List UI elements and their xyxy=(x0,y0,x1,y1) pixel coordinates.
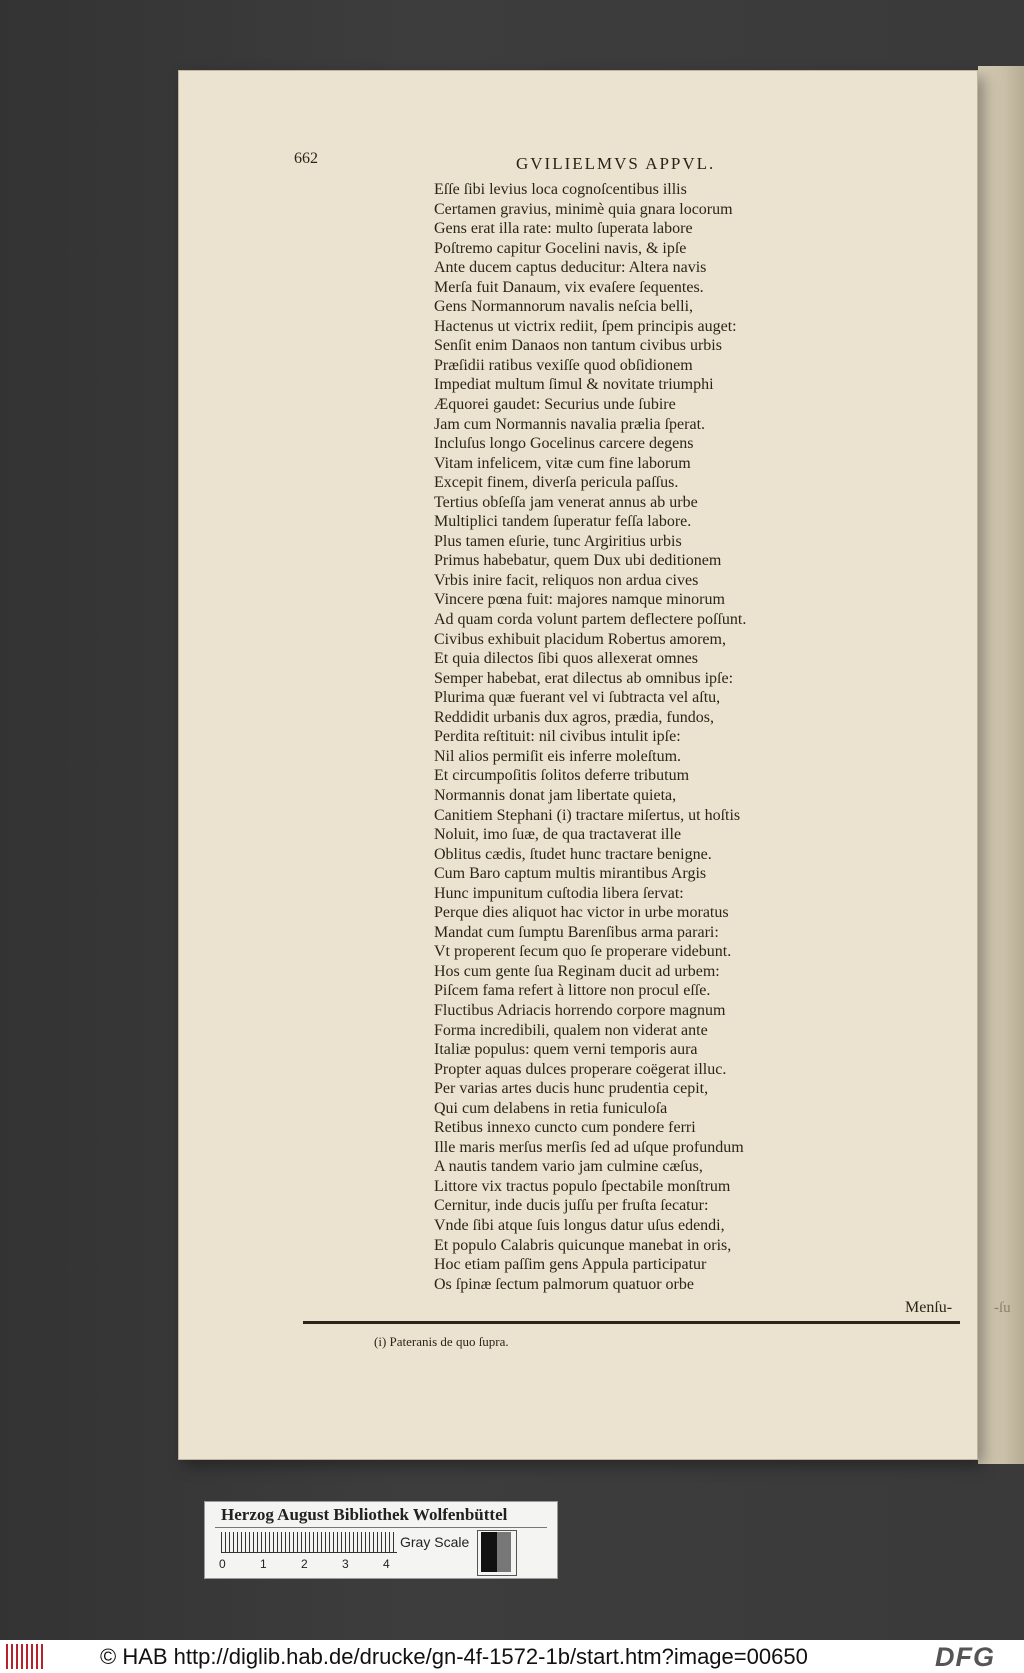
running-head: GVILIELMVS APPVL. xyxy=(516,154,716,173)
scale-tick-label: 1 xyxy=(260,1557,267,1571)
verse-line: Impediat multum ſimul & novitate triumphi xyxy=(434,376,714,394)
verse-line: Semper habebat, erat dilectus ab omnibus ipſe: xyxy=(434,669,734,687)
verse-line: Perdita reſtituit: nil civibus intulit ipſe: xyxy=(434,728,681,746)
verse-line: Propter aquas dulces properare coëgerat illuc. xyxy=(434,1060,727,1078)
gray-swatch-mid xyxy=(497,1532,511,1572)
scale-tick-label: 4 xyxy=(383,1557,390,1571)
verse-line: Ante ducem captus deducitur: Altera navis xyxy=(434,259,707,277)
page-number: 662 xyxy=(294,150,318,167)
verse-line: A nautis tandem vario jam culmine cæſus, xyxy=(434,1158,703,1176)
footer-bar xyxy=(0,1640,1024,1673)
verse-line: Gens erat illa rate: multo ſuperata labore xyxy=(434,220,693,238)
verse-line: Plus tamen eſurie, tunc Argiritius urbis xyxy=(434,532,682,550)
footnote: (i) Pateranis de quo ſupra. xyxy=(374,1334,509,1349)
verse-line: Vrbis inire facit, reliquos non ardua cives xyxy=(434,571,699,589)
verse-line: Vitam infelicem, vitæ cum fine laborum xyxy=(434,454,691,472)
verse-line: Excepit finem, diverſa pericula paſſus. xyxy=(434,474,679,492)
footnote-rule xyxy=(303,1321,960,1324)
verse-line: Tertius obſeſſa jam venerat annus ab urbe xyxy=(434,493,698,511)
verse-line: Incluſus longo Gocelinus carcere degens xyxy=(434,435,694,453)
scale-tick-label: 0 xyxy=(219,1557,226,1571)
catchword: Menſu- xyxy=(905,1299,953,1316)
verse-line: Vt properent ſecum quo ſe properare videbunt. xyxy=(434,943,732,961)
verse-line: Os ſpinæ ſectum palmorum quatuor orbe xyxy=(434,1275,694,1293)
verse-line: Eſſe ſibi levius loca cognoſcentibus illis xyxy=(434,181,687,198)
verse-line: Et circumpoſitis ſolitos deferre tributum xyxy=(434,767,690,785)
plate-divider xyxy=(215,1527,547,1528)
verse-line: Hactenus ut victrix rediit, ſpem principis auget: xyxy=(434,317,737,335)
verse-line: Et quia dilectos ſibi quos allexerat omnes xyxy=(434,650,698,668)
verse-line: Civibus exhibuit placidum Robertus amorem, xyxy=(434,630,726,648)
verse-line: Poſtremo capitur Gocelini navis, & ipſe xyxy=(434,239,687,257)
verse-line: Merſa fuit Danaum, vix evaſere ſequentes. xyxy=(434,278,704,296)
verse-line: Plurima quæ fuerant vel vi ſubtracta vel aſtu, xyxy=(434,689,721,707)
verse-line: Mandat cum ſumptu Barenſibus arma parari: xyxy=(434,923,719,941)
dfg-logo: DFG xyxy=(935,1642,995,1672)
verse-line: Gens Normannorum navalis neſcia belli, xyxy=(434,298,694,316)
verse-line: Hos cum gente ſua Reginam ducit ad urbem: xyxy=(434,962,720,980)
verse-line: Certamen gravius, minimè quia gnara locorum xyxy=(434,200,733,218)
verse-line: Fluctibus Adriacis horrendo corpore magnum xyxy=(434,1001,726,1019)
scale-tick-label: 3 xyxy=(342,1557,349,1571)
verse-line: Ille maris merſus merſis ſed ad uſque profundum xyxy=(434,1138,744,1156)
verse-line: Æquorei gaudet: Securius unde ſubire xyxy=(434,396,676,414)
hab-barcode-logo-icon xyxy=(6,1644,46,1669)
verse-line: Cernitur, inde ducis juſſu per fruſta ſecatur: xyxy=(434,1197,709,1215)
verse-line: Primus habebatur, quem Dux ubi deditionem xyxy=(434,552,722,570)
verse-line: Littore vix tractus populo ſpectabile monſtrum xyxy=(434,1177,731,1195)
verse-line: Italiæ populus: quem verni temporis aura xyxy=(434,1041,698,1059)
verse-line: Retibus innexo cuncto cum pondere ferri xyxy=(434,1119,696,1137)
footer-url[interactable]: © HAB http://diglib.hab.de/drucke/gn-4f-1572-1b/start.htm?image=00650 xyxy=(100,1644,808,1669)
verse-text xyxy=(434,180,814,1294)
verse-line: Et populo Calabris quicunque manebat in oris, xyxy=(434,1236,732,1254)
ruler-scale xyxy=(221,1532,397,1553)
verse-line: Normannis donat jam libertate quieta, xyxy=(434,786,677,804)
facing-page-edge xyxy=(978,66,1024,1464)
color-calibration-plate xyxy=(204,1501,558,1579)
facing-page-catchword: -ſu xyxy=(994,1300,1011,1316)
verse-line: Jam cum Normannis navalia prælia ſperat. xyxy=(434,415,706,433)
verse-line: Canitiem Stephani (i) tractare miſertus, ut hoſtis xyxy=(434,806,741,824)
verse-line: Præſidii ratibus vexiſſe quod obſidionem xyxy=(434,356,693,374)
gray-scale-label: Gray Scale xyxy=(400,1534,470,1550)
verse-line: Cum Baro captum multis mirantibus Argis xyxy=(434,865,707,883)
plate-title: Herzog August Bibliothek Wolfenbüttel xyxy=(221,1505,508,1524)
verse-line: Ad quam corda volunt partem deflectere poſſunt. xyxy=(434,611,747,629)
verse-line: Nil alios permiſit eis inferre moleſtum. xyxy=(434,747,682,765)
verse-line: Vincere pœna fuit: majores namque minorum xyxy=(434,591,725,609)
verse-line: Vnde ſibi atque ſuis longus datur uſus edendi, xyxy=(434,1216,725,1234)
verse-line: Senſit enim Danaos non tantum civibus urbis xyxy=(434,337,722,355)
scale-tick-label: 2 xyxy=(301,1557,308,1571)
verse-line: Qui cum delabens in retia funiculoſa xyxy=(434,1099,668,1117)
verse-line: Forma incredibili, qualem non viderat ante xyxy=(434,1021,708,1039)
verse-line: Noluit, imo ſuæ, de qua tractaverat ille xyxy=(434,826,682,844)
verse-line: Oblitus cædis, ſtudet hunc tractare benigne. xyxy=(434,845,712,863)
gray-swatch-black xyxy=(481,1532,497,1572)
verse-line: Per varias artes ducis hunc prudentia cepit, xyxy=(434,1080,709,1098)
verse-line: Hunc impunitum cuſtodia libera ſervat: xyxy=(434,884,684,902)
verse-line: Piſcem fama refert à littore non procul eſſe. xyxy=(434,982,711,1000)
verse-line: Hoc etiam paſſim gens Appula participatur xyxy=(434,1256,707,1274)
verse-line: Multiplici tandem ſuperatur feſſa labore. xyxy=(434,513,692,531)
verse-line: Reddidit urbanis dux agros, prædia, fundos, xyxy=(434,708,714,726)
verse-line: Perque dies aliquot hac victor in urbe moratus xyxy=(434,904,729,922)
